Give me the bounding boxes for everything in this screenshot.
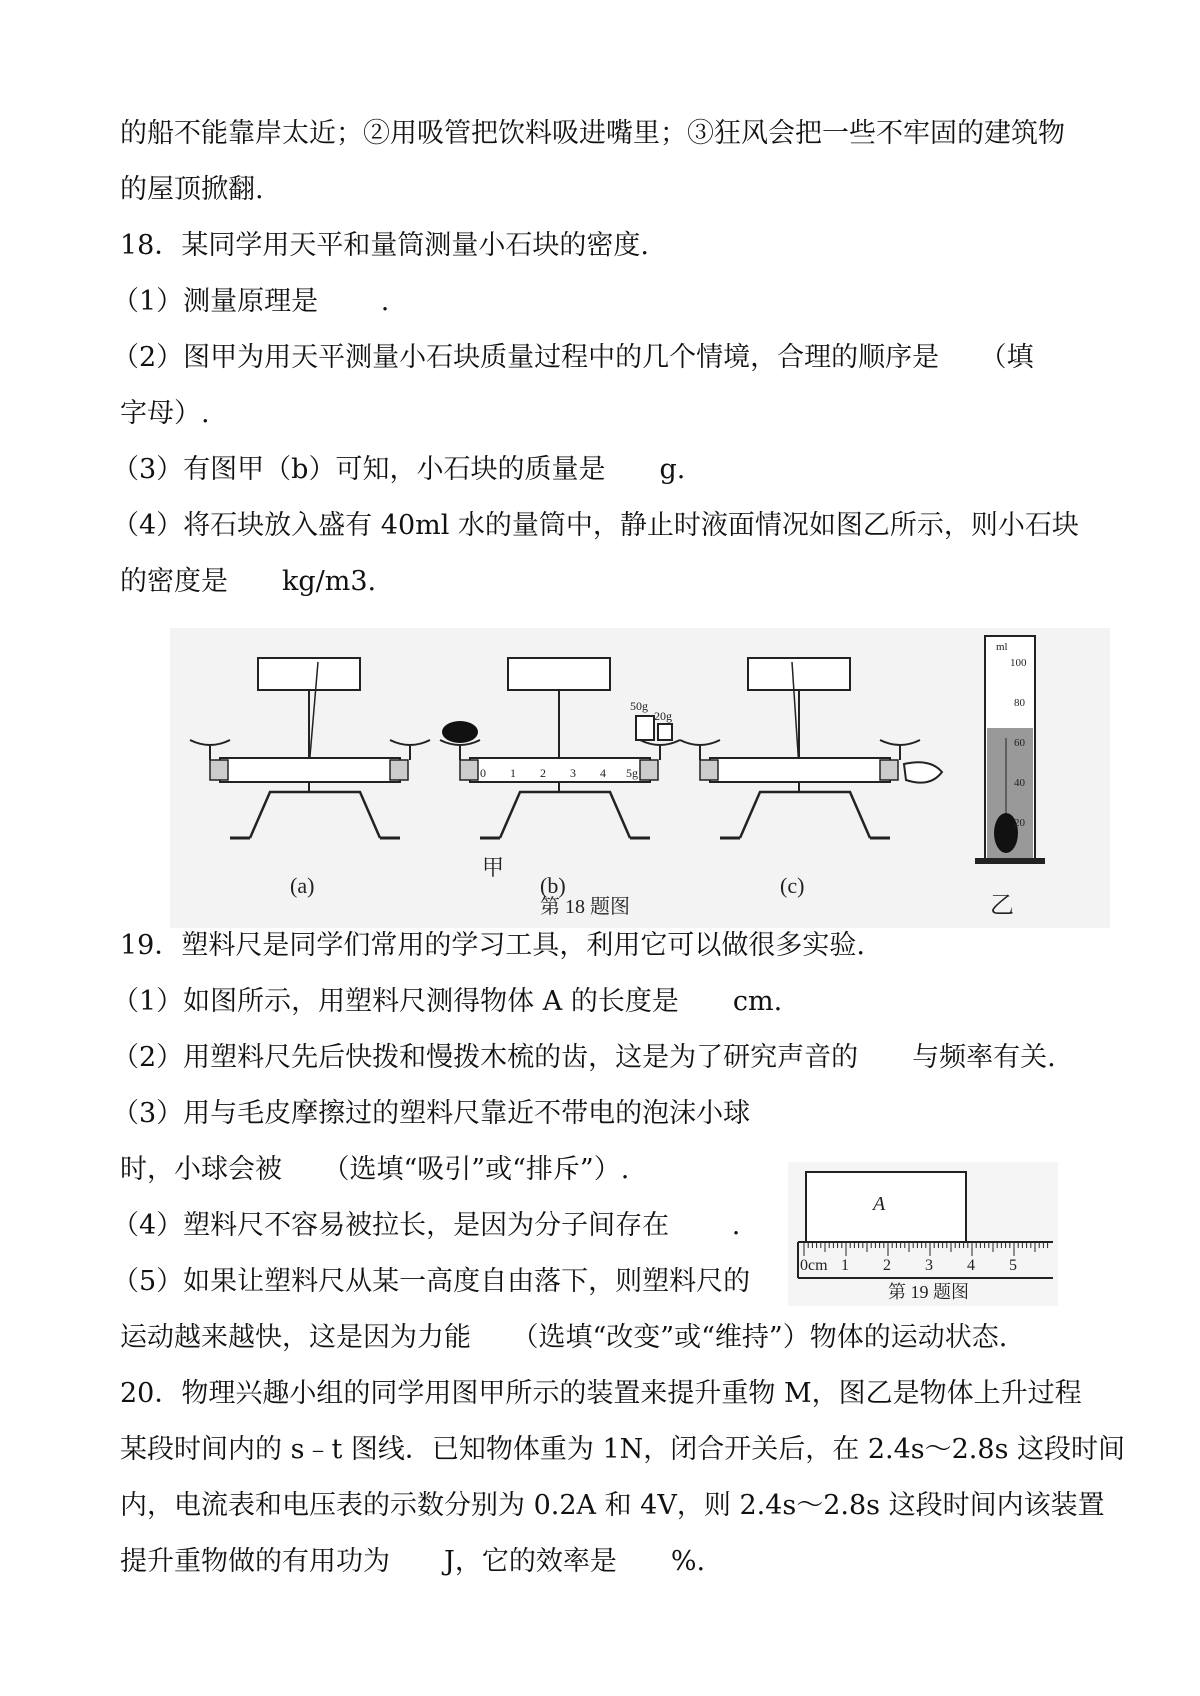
text-line: （3）有图甲（b）可知，小石块的质量是 g. <box>112 454 686 485</box>
ruler-num-4: 4 <box>600 766 606 780</box>
text-line: 运动越来越快，这是因为力能 （选填“改变”或“维持”）物体的运动状态. <box>120 1322 1008 1353</box>
text-line: 18．某同学用天平和量筒测量小石块的密度. <box>120 230 649 261</box>
text-line: （2）图甲为用天平测量小石块质量过程中的几个情境，合理的顺序是 （填 <box>112 342 1034 373</box>
text-line: （3）用与毛皮摩擦过的塑料尺靠近不带电的泡沫小球 <box>112 1098 751 1129</box>
cylinder-unit: ml <box>996 641 1008 653</box>
cylinder-tick-80: 80 <box>1014 697 1025 709</box>
text-line: （2）用塑料尺先后快拨和慢拨木梳的齿，这是为了研究声音的 与频率有关. <box>112 1042 1056 1073</box>
figure-18-caption: 第 18 题图 <box>540 896 630 918</box>
cylinder-tick-100: 100 <box>1010 657 1027 669</box>
cylinder-tick-60: 60 <box>1014 737 1025 749</box>
text-line: （5）如果让塑料尺从某一高度自由落下，则塑料尺的 <box>112 1266 751 1297</box>
graduated-cylinder <box>975 636 1045 864</box>
text-line: （4）塑料尺不容易被拉长，是因为分子间存在 . <box>112 1210 741 1241</box>
weight-20g-label: 20g <box>654 709 672 723</box>
ruler-tick-label: 1 <box>841 1257 849 1274</box>
ruler-tick-label: 4 <box>967 1257 975 1274</box>
figure-18-group-label: 甲 <box>482 855 505 880</box>
ruler-tick-label: 3 <box>925 1257 933 1274</box>
text-line: 的屋顶掀翻. <box>120 174 264 205</box>
ruler-num-0: 0 <box>480 766 486 780</box>
object-a-label: A <box>873 1193 886 1215</box>
ruler-num-5: 5g <box>626 766 638 780</box>
figure-18 <box>170 628 1110 928</box>
cylinder-tick-40: 40 <box>1014 777 1025 789</box>
figure-19-caption: 第 19 题图 <box>888 1282 969 1302</box>
text-line: 时，小球会被 （选填“吸引”或“排斥”）. <box>120 1154 630 1185</box>
text-line: 的船不能靠岸太近；②用吸管把饮料吸进嘴里；③狂风会把一些不牢固的建筑物 <box>120 118 1065 149</box>
text-line: 提升重物做的有用功为 J，它的效率是 %. <box>120 1546 706 1577</box>
ruler-tick-label: 2 <box>883 1257 891 1274</box>
figure-18-label-c: (c) <box>780 873 805 898</box>
text-line: 字母）. <box>120 398 210 429</box>
ruler-tick-label: 5 <box>1009 1257 1017 1274</box>
weight-50g-label: 50g <box>630 699 648 713</box>
text-line: 20．物理兴趣小组的同学用图甲所示的装置来提升重物 M，图乙是物体上升过程 <box>120 1378 1082 1409</box>
ruler-num-1: 1 <box>510 766 516 780</box>
ruler-num-2: 2 <box>540 766 546 780</box>
ruler-num-3: 3 <box>570 766 576 780</box>
text-line: 的密度是 kg/m3. <box>120 566 377 597</box>
cylinder-tick-20: 20 <box>1014 817 1025 829</box>
text-line: （1）如图所示，用塑料尺测得物体 A 的长度是 cm. <box>112 986 783 1017</box>
text-line: 某段时间内的 s﹣t 图线．已知物体重为 1N，闭合开关后，在 2.4s～2.8s 这段时间 <box>120 1434 1126 1465</box>
figure-18-cylinder-label: 乙 <box>990 893 1014 919</box>
text-line: （1）测量原理是 . <box>112 286 390 317</box>
text-line: （4）将石块放入盛有 40ml 水的量筒中，静止时液面情况如图乙所示，则小石块 <box>112 510 1079 541</box>
figure-19 <box>788 1162 1058 1306</box>
figure-18-label-b: (b) <box>540 873 566 898</box>
ruler-tick-label: 0cm <box>800 1257 828 1274</box>
text-line: 19．塑料尺是同学们常用的学习工具，利用它可以做很多实验. <box>120 930 865 961</box>
figure-18-label-a: (a) <box>290 873 315 898</box>
text-line: 内，电流表和电压表的示数分别为 0.2A 和 4V，则 2.4s～2.8s 这段时间内该装置 <box>120 1490 1105 1521</box>
